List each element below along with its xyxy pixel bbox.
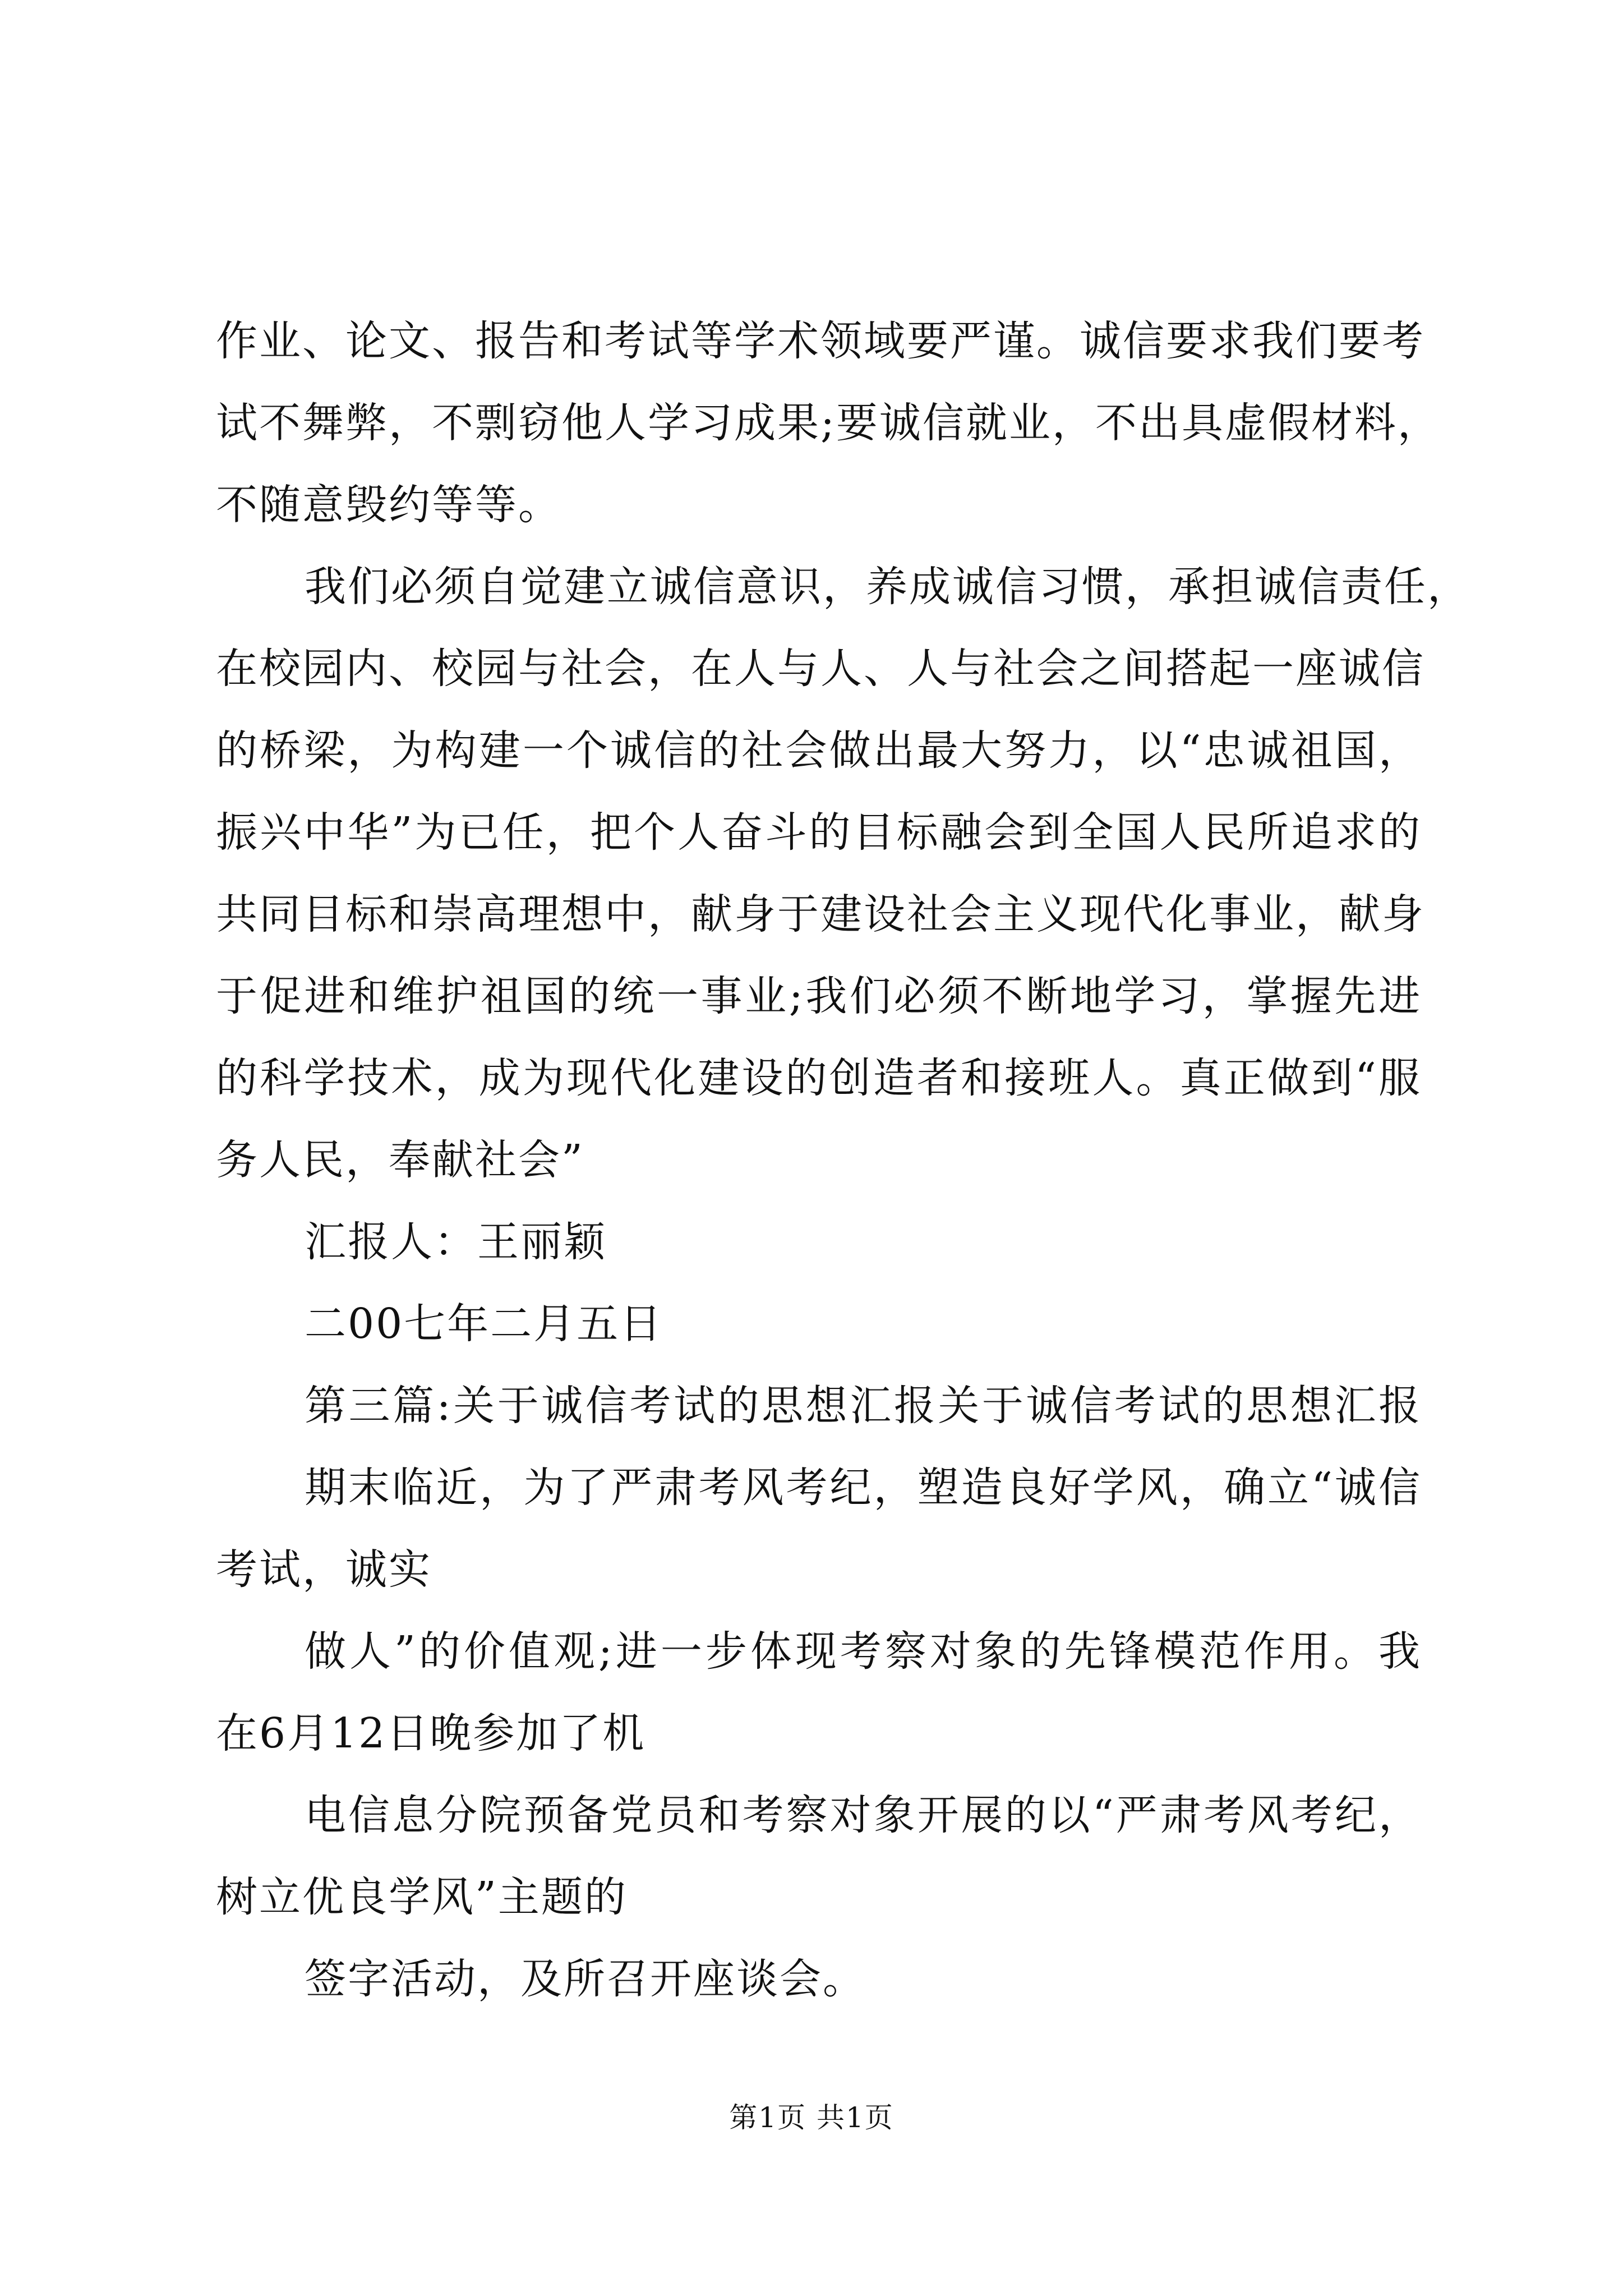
text-line: 于促进和维护祖国的统一事业;我们必须不断地学习，掌握先进 — [216, 972, 1422, 1020]
text-line: 期末临近，为了严肃考风考纪，塑造良好学风，确立“诚信 — [305, 1464, 1422, 1512]
text-line: 电信息分院预备党员和考察对象开展的以“严肃考风考纪， — [305, 1791, 1422, 1839]
text-line: 做人”的价值观;进一步体现考察对象的先锋模范作用。我 — [305, 1627, 1422, 1676]
text-line: 考试，诚实 — [216, 1545, 432, 1594]
text-line: 我们必须自觉建立诚信意识，养成诚信习惯，承担诚信责任， — [305, 563, 1470, 611]
text-line: 不随意毁约等等。 — [216, 481, 561, 529]
section-heading: 第三篇:关于诚信考试的思想汇报关于诚信考试的思想汇报 — [305, 1382, 1422, 1430]
text-line: 的桥梁，为构建一个诚信的社会做出最大努力，以“忠诚祖国， — [216, 726, 1422, 775]
page-footer: 第1页 共1页 — [729, 2101, 894, 2134]
text-line: 的科学技术，成为现代化建设的创造者和接班人。真正做到“服 — [216, 1054, 1422, 1102]
text-line: 作业、论文、报告和考试等学术领域要严谨。诚信要求我们要考 — [216, 317, 1425, 365]
text-line: 务人民，奉献社会” — [216, 1136, 584, 1184]
text-line: 共同目标和崇高理想中，献身于建设社会主义现代化事业，献身 — [216, 890, 1425, 938]
text-line: 签字活动，及所召开座谈会。 — [305, 1955, 866, 2003]
document-body — [216, 300, 1470, 2020]
text-line: 振兴中华”为已任，把个人奋斗的目标融会到全国人民所追求的 — [216, 808, 1422, 857]
reporter-line: 汇报人：王丽颖 — [305, 1218, 607, 1266]
date-line: 二00七年二月五日 — [305, 1300, 663, 1348]
text-line: 树立优良学风”主题的 — [216, 1873, 628, 1921]
text-line: 在6月12日晚参加了机 — [216, 1709, 646, 1757]
text-line: 试不舞弊，不剽窃他人学习成果;要诚信就业，不出具虚假材料， — [216, 399, 1441, 447]
text-line: 在校园内、校园与社会，在人与人、人与社会之间搭起一座诚信 — [216, 645, 1425, 693]
